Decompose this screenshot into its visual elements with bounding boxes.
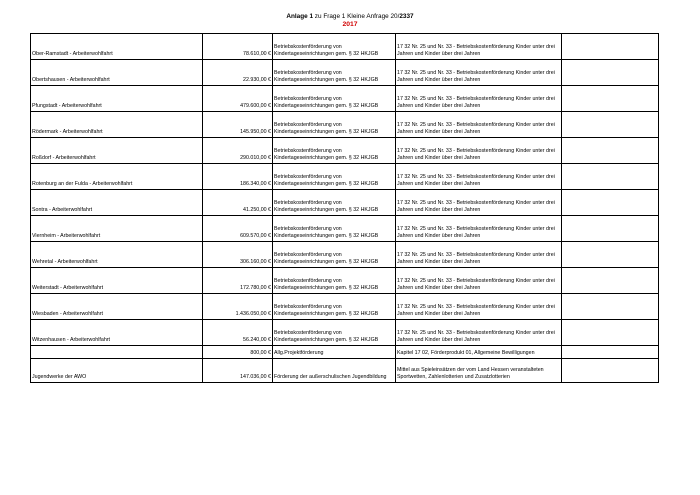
funding-type-cell: Betriebskostenförderung von Kindertageseinrichtungen gem. § 32 HKJGB	[273, 86, 396, 112]
empty-cell	[562, 34, 659, 60]
table-row	[31, 60, 659, 86]
amount-cell: 172.780,00 €	[203, 268, 273, 294]
empty-cell	[562, 242, 659, 268]
table-row	[31, 164, 659, 190]
empty-cell	[562, 190, 659, 216]
table-row	[31, 242, 659, 268]
budget-description-cell: 17 32 Nr. 25 und Nr. 33 - Betriebskostenförderung Kinder unter drei Jahren und Kinder über drei Jahren	[396, 138, 562, 164]
amount-cell: 145.950,00 €	[203, 112, 273, 138]
recipient-cell: Wiesbaden - Arbeiterwohlfahrt	[31, 294, 203, 320]
funding-type-cell: Betriebskostenförderung von Kindertageseinrichtungen gem. § 32 HKJGB	[273, 294, 396, 320]
funding-table	[30, 33, 659, 383]
funding-type-cell: Betriebskostenförderung von Kindertageseinrichtungen gem. § 32 HKJGB	[273, 112, 396, 138]
empty-cell	[562, 294, 659, 320]
budget-description-cell: 17 32 Nr. 25 und Nr. 33 - Betriebskostenförderung Kinder unter drei Jahren und Kinder über drei Jahren	[396, 86, 562, 112]
amount-cell: 290.010,00 €	[203, 138, 273, 164]
budget-description-cell: Kapitel 17 02, Förderprodukt 01, Allgemeine Bewilligungen	[396, 346, 562, 359]
document-heading	[0, 13, 700, 20]
funding-type-cell: Betriebskostenförderung von Kindertageseinrichtungen gem. § 32 HKJGB	[273, 34, 396, 60]
table-row	[31, 138, 659, 164]
budget-description-cell: 17 32 Nr. 25 und Nr. 33 - Betriebskostenförderung Kinder unter drei Jahren und Kinder über drei Jahren	[396, 242, 562, 268]
empty-cell	[562, 164, 659, 190]
empty-cell	[562, 138, 659, 164]
funding-type-cell: Betriebskostenförderung von Kindertageseinrichtungen gem. § 32 HKJGB	[273, 320, 396, 346]
amount-cell: 147.036,00 €	[203, 359, 273, 383]
budget-description-cell: 17 32 Nr. 25 und Nr. 33 - Betriebskostenförderung Kinder unter drei Jahren und Kinder über drei Jahren	[396, 60, 562, 86]
table-row	[31, 294, 659, 320]
funding-type-cell: Betriebskostenförderung von Kindertageseinrichtungen gem. § 32 HKJGB	[273, 216, 396, 242]
funding-type-cell: Betriebskostenförderung von Kindertageseinrichtungen gem. § 32 HKJGB	[273, 268, 396, 294]
recipient-cell: Viernheim - Arbeiterwohlfahrt	[31, 216, 203, 242]
empty-cell	[562, 216, 659, 242]
recipient-cell: Weiterstadt - Arbeiterwohlfahrt	[31, 268, 203, 294]
budget-description-cell: 17 32 Nr. 25 und Nr. 33 - Betriebskostenförderung Kinder unter drei Jahren und Kinder über drei Jahren	[396, 34, 562, 60]
table-row	[31, 112, 659, 138]
table-row	[31, 34, 659, 60]
anlage-label: Anlage 1	[286, 13, 314, 20]
amount-cell: 186.340,00 €	[203, 164, 273, 190]
budget-description-cell: Mittel aus Spieleinsätzen der vom Land Hessen veranstalteten Sportwetten, Zahlenlotterien und Zusatzlotterien	[396, 359, 562, 383]
funding-type-cell: Förderung der außerschulischen Jugendbildung	[273, 359, 396, 383]
table-row	[31, 216, 659, 242]
funding-type-cell: Betriebskostenförderung von Kindertageseinrichtungen gem. § 32 HKJGB	[273, 190, 396, 216]
budget-description-cell: 17 32 Nr. 25 und Nr. 33 - Betriebskostenförderung Kinder unter drei Jahren und Kinder über drei Jahren	[396, 294, 562, 320]
anfrage-number: 2337	[399, 13, 414, 20]
budget-description-cell: 17 32 Nr. 25 und Nr. 33 - Betriebskostenförderung Kinder unter drei Jahren und Kinder über drei Jahren	[396, 190, 562, 216]
table-row	[31, 86, 659, 112]
amount-cell: 22.930,00 €	[203, 60, 273, 86]
table-row	[31, 359, 659, 383]
amount-cell: 56.240,00 €	[203, 320, 273, 346]
empty-cell	[562, 112, 659, 138]
amount-cell: 41.250,00 €	[203, 190, 273, 216]
recipient-cell: Wehretal - Arbeiterwohlfahrt	[31, 242, 203, 268]
table-row	[31, 346, 659, 359]
funding-type-cell: Allg.Projektförderung	[273, 346, 396, 359]
recipient-cell: Ober-Ramstadt - Arbeiterwohlfahrt	[31, 34, 203, 60]
recipient-cell: Witzenhausen - Arbeiterwohlfahrt	[31, 320, 203, 346]
recipient-cell: Roßdorf - Arbeiterwohlfahrt	[31, 138, 203, 164]
budget-description-cell: 17 32 Nr. 25 und Nr. 33 - Betriebskostenförderung Kinder unter drei Jahren und Kinder über drei Jahren	[396, 112, 562, 138]
empty-cell	[562, 86, 659, 112]
recipient-cell: Sontra - Arbeiterwohlfahrt	[31, 190, 203, 216]
funding-type-cell: Betriebskostenförderung von Kindertageseinrichtungen gem. § 32 HKJGB	[273, 138, 396, 164]
empty-cell	[562, 346, 659, 359]
recipient-cell	[31, 346, 203, 359]
budget-description-cell: 17 32 Nr. 25 und Nr. 33 - Betriebskostenförderung Kinder unter drei Jahren und Kinder über drei Jahren	[396, 216, 562, 242]
empty-cell	[562, 268, 659, 294]
table-row	[31, 268, 659, 294]
recipient-cell: Obertshausen - Arbeiterwohlfahrt	[31, 60, 203, 86]
amount-cell: 1.436.050,00 €	[203, 294, 273, 320]
empty-cell	[562, 320, 659, 346]
table-row	[31, 190, 659, 216]
funding-type-cell: Betriebskostenförderung von Kindertageseinrichtungen gem. § 32 HKJGB	[273, 164, 396, 190]
recipient-cell: Jugendwerke der AWO	[31, 359, 203, 383]
amount-cell: 479.600,00 €	[203, 86, 273, 112]
recipient-cell: Rödermark - Arbeiterwohlfahrt	[31, 112, 203, 138]
empty-cell	[562, 60, 659, 86]
funding-type-cell: Betriebskostenförderung von Kindertageseinrichtungen gem. § 32 HKJGB	[273, 60, 396, 86]
amount-cell: 609.570,00 €	[203, 216, 273, 242]
recipient-cell: Rotenburg an der Fulda - Arbeiterwohlfahrt	[31, 164, 203, 190]
amount-cell: 78.610,00 €	[203, 34, 273, 60]
budget-description-cell: 17 32 Nr. 25 und Nr. 33 - Betriebskostenförderung Kinder unter drei Jahren und Kinder über drei Jahren	[396, 268, 562, 294]
funding-type-cell: Betriebskostenförderung von Kindertageseinrichtungen gem. § 32 HKJGB	[273, 242, 396, 268]
budget-description-cell: 17 32 Nr. 25 und Nr. 33 - Betriebskostenförderung Kinder unter drei Jahren und Kinder über drei Jahren	[396, 164, 562, 190]
table-row	[31, 320, 659, 346]
heading-text: zu Frage 1 Kleine Anfrage 20/	[313, 13, 400, 20]
empty-cell	[562, 359, 659, 383]
amount-cell: 800,00 €	[203, 346, 273, 359]
year-heading: 2017	[342, 21, 358, 28]
amount-cell: 306.160,00 €	[203, 242, 273, 268]
budget-description-cell: 17 32 Nr. 25 und Nr. 33 - Betriebskostenförderung Kinder unter drei Jahren und Kinder über drei Jahren	[396, 320, 562, 346]
recipient-cell: Pfungstadt - Arbeiterwohlfahrt	[31, 86, 203, 112]
